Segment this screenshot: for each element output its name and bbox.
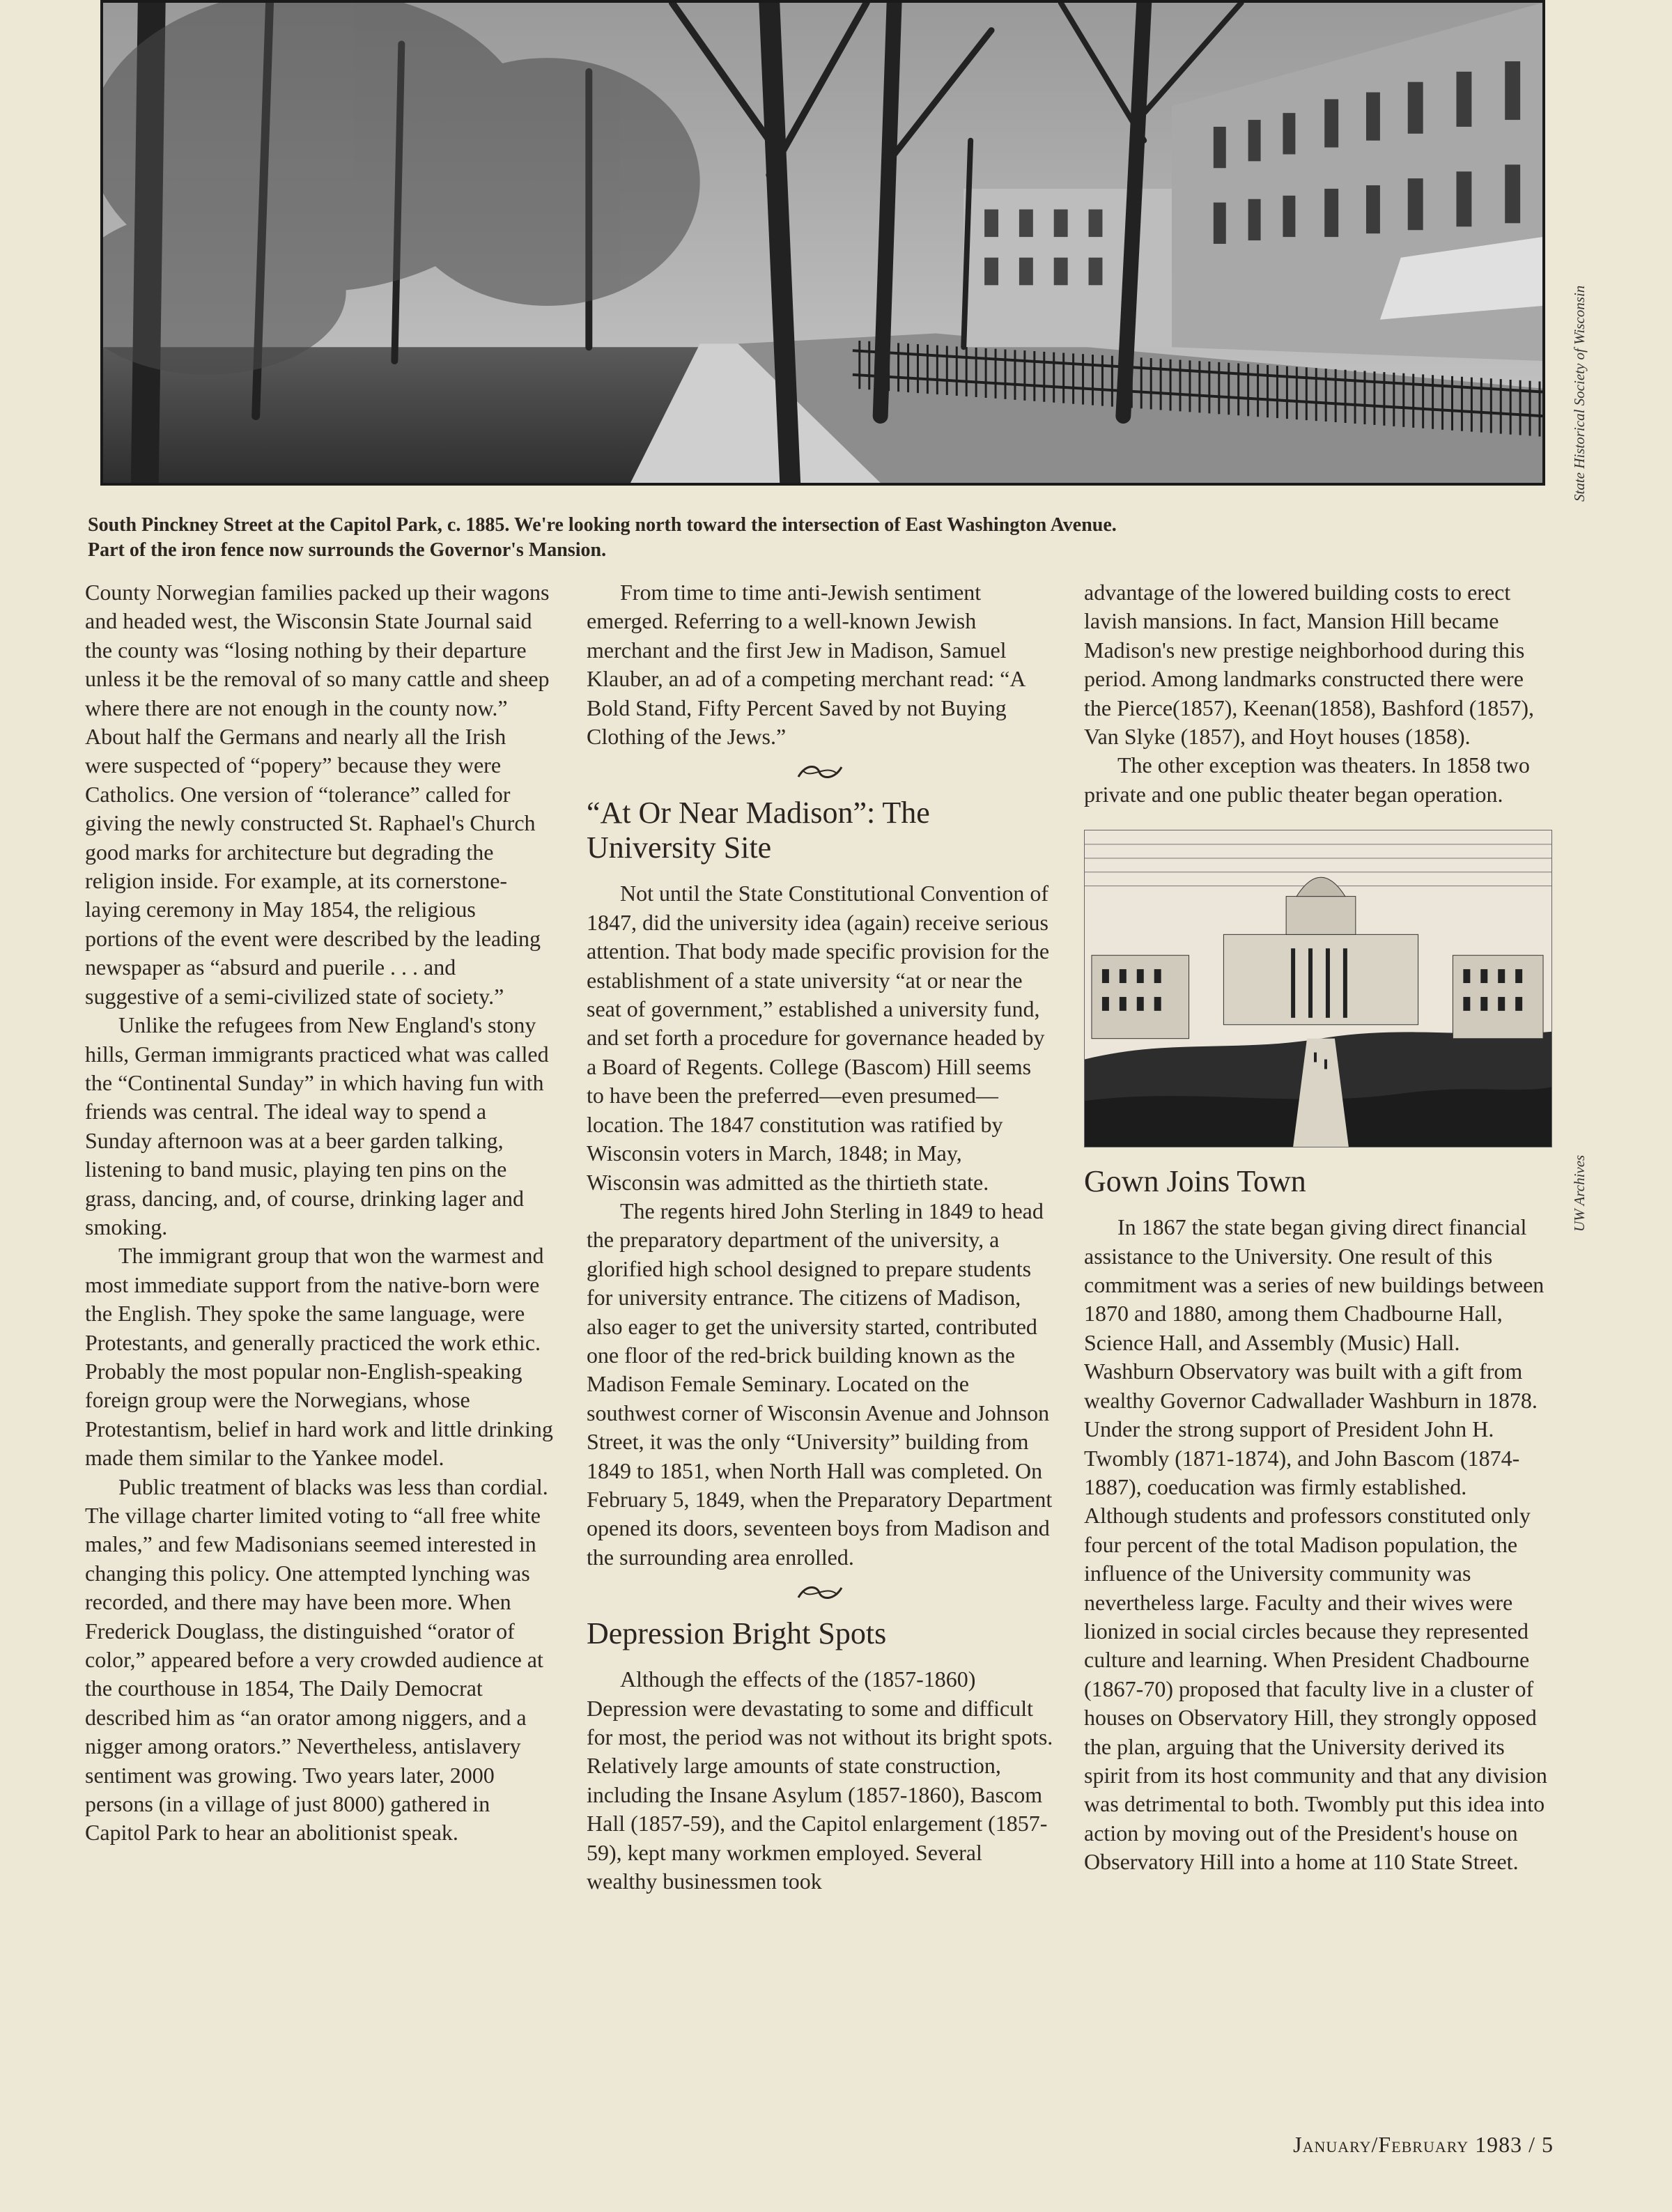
paragraph: Although the effects of the (1857-1860) Depression were devastating to some and difficult for most, the period was not without its bright spots. Relatively large amounts of state construction, including the Insane Asylum (1857-1860), Bascom Hall (1857-59), and the Capitol enlargement (1857-59), kept many workmen employed. Several wealthy businessmen took — [587, 1666, 1053, 1894]
paragraph: Public treatment of blacks was less than cordial. The village charter limited voting to “all free white males,” and few Madisonians seemed interested in changing this policy. One attempted lynching was recorded, and there may have been more. When Frederick Douglass, the distinguished “orator of color,” appeared before a very crowded audience at the courthouse in 1854, The Daily Democrat described him as “an orator among niggers, and a nigger among orators.” Nevertheless, antislavery sentiment was growing. Two years later, 2000 persons (in a village of just 8000) gathered in Capitol Park to hear an abolitionist speak. — [85, 1474, 548, 1846]
paragraph: The immigrant group that won the warmest and most immediate support from the native-born were the English. They spoke the same language, were Protestants, and generally practiced the work ethic. Probably the most popular non-English-speaking foreign group were the Norwegians, whose Protestantism, belief in hard work and little drinking made them similar to the Yankee model. — [85, 1243, 553, 1471]
page-folio: January/February 1983 / 5 — [1293, 2132, 1554, 2157]
section-heading: “At Or Near Madison”: The University Site — [587, 796, 930, 865]
university-engraving — [1084, 830, 1552, 1147]
engraving-credit: UW Archives — [1571, 1154, 1588, 1232]
university-engraving-illustration — [1085, 830, 1551, 1147]
article-column-1 — [85, 578, 553, 1848]
street-photo — [100, 0, 1545, 486]
paragraph: The other exception was theaters. In 1858 two private and one public theater began operation. — [1084, 752, 1530, 807]
caption-line-2: Part of the iron fence now surrounds the Governor's Mansion. — [88, 539, 607, 561]
paragraph: advantage of the lowered building costs to erect lavish mansions. In fact, Mansion Hill became Madison's new prestige neighborhood during this period. Among landmarks constructed there were the Pierce(1857), Keenan(1858), Bashford (1857), Van Slyke (1857), and Hoyt houses (1858). — [1084, 580, 1535, 750]
street-photo-illustration — [103, 3, 1542, 483]
paragraph: In 1867 the state began giving direct financial assistance to the University. One result of this commitment was a series of new buildings between 1870 and 1880, among them Chadbourne Hall, Science Hall, and Assembly (Music) Hall. Washburn Observatory was built with a gift from wealthy Governor Cadwallader Washburn in 1878. Under the strong support of President John H. Twombly (1871-1874), and John Bascom (1874-1887), coeducation was firmly established. Although students and professors constituted only four percent of the total Madison population, the influence of the University community was nevertheless large. Faculty and their wives were lionized in social circles because they represented culture and learning. When President Chadbourne (1867-70) proposed that faculty live in a cluster of houses on Observatory Hill, they strongly opposed the plan, arguing that the University derived its spirit from its host community and that any division was detrimental to both. Twombly put this idea into action by moving out of the President's house on Observatory Hill into a home at 110 State Street. — [1084, 1214, 1547, 1875]
paragraph: County Norwegian families packed up their wagons and headed west, the Wisconsin State Journal said the county was “losing nothing by their departure unless it be the removal of so many cattle and sheep where there are not enough in the county now.” About half the Germans and nearly all the Irish were suspected of “popery” because they were Catholics. One version of “tolerance” called for giving the newly constructed St. Raphael's Church good marks for architecture but degrading the religion inside. For example, at its cornerstone-laying ceremony in May 1854, the religious portions of the event were described by the leading newspaper as “absurd and puerile . . . and suggestive of a semi-civilized state of society.” — [85, 580, 550, 1009]
ornament-divider — [587, 754, 1053, 784]
section-heading: Gown Joins Town — [1084, 1164, 1306, 1199]
photo-credit: State Historical Society of Wisconsin — [1571, 285, 1588, 502]
flourish-icon — [796, 761, 844, 782]
photo-caption — [88, 513, 1551, 563]
paragraph: The regents hired John Sterling in 1849 to head the preparatory department of the university, a glorified high school designed to prepare students for university entrance. The citizens of Madison, also eager to get the university started, contributed one floor of the red-brick building known as the Madison Female Seminary. Located on the southwest corner of Wisconsin Avenue and Johnson Street, it was the only “University” building from 1849 to 1851, when North Hall was completed. On February 5, 1849, when the Preparatory Department opened its doors, seventeen boys from Madison and the surrounding area enrolled. — [587, 1198, 1053, 1570]
paragraph: Unlike the refugees from New England's stony hills, German immigrants practiced what was called the “Continental Sunday” in which having fun with friends was central. The ideal way to spend a Sunday afternoon was at a beer garden talking, listening to band music, playing ten pins on the grass, dancing, and, of course, drinking lager and smoking. — [85, 1012, 549, 1239]
caption-line-1: South Pinckney Street at the Capitol Park, c. 1885. We're looking north toward the intersection of East Washington Avenue. — [88, 514, 1117, 536]
article-column-2 — [587, 578, 1053, 1896]
paragraph: Not until the State Constitutional Convention of 1847, did the university idea (again) receive serious attention. That body made specific provision for the establishment of a state university “at or near the seat of government,” established a university fund, and set forth a procedure for governance headed by a Board of Regents. College (Bascom) Hill seems to have been the preferred—even presumed—location. The 1847 constitution was ratified by Wisconsin voters in March, 1848; in May, Wisconsin was admitted as the thirtieth state. — [587, 881, 1050, 1195]
article-column-3 — [1084, 578, 1552, 1877]
ornament-divider — [587, 1575, 1053, 1605]
flourish-icon — [796, 1582, 844, 1603]
paragraph: From time to time anti-Jewish sentiment emerged. Referring to a well-known Jewish merchant and the first Jew in Madison, Samuel Klauber, an ad of a competing merchant read: “A Bold Stand, Fifty Percent Saved by not Buying Clothing of the Jews.” — [587, 580, 1025, 750]
section-heading: Depression Bright Spots — [587, 1616, 887, 1651]
